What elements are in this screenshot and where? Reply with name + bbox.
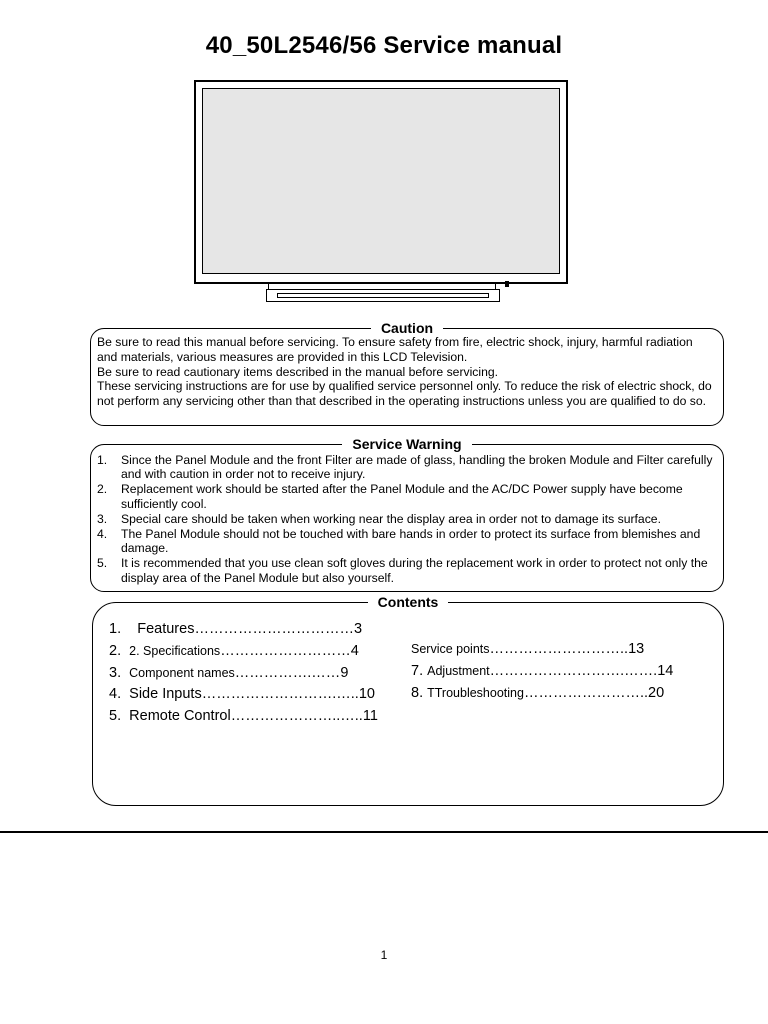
list-item [97, 482, 713, 510]
list-text: Replacement work should be started after the Panel Module and the AC/DC Power supply have become sufficiently cool. [121, 482, 683, 511]
caution-paragraph: Be sure to read this manual before servicing. To ensure safety from fire, electric shock, injury, harmful radiation and materials, various measures are provided in this LCD Television. [97, 335, 693, 364]
page-number: 1 [380, 948, 388, 962]
list-text: The Panel Module should not be touched with bare hands in order to protect its surface from blemishes and damage. [121, 527, 701, 556]
contents-box [92, 594, 724, 806]
tv-screen [202, 88, 560, 274]
toc-entry[interactable]: 2. 2. Specifications………………………4 [109, 643, 359, 659]
list-number: 3. [97, 511, 108, 526]
toc-entry[interactable]: 4. Side Inputs……………………….…..10 [109, 686, 375, 702]
list-text: It is recommended that you use clean soft gloves during the replacement work in order to protect not only the display area of the Panel Module but also yourself. [121, 556, 708, 585]
caution-heading: Caution [371, 320, 443, 336]
list-number: 4. [97, 527, 108, 542]
tv-power-button [505, 281, 509, 287]
list-item [97, 527, 713, 555]
service-warning-box [90, 436, 724, 592]
toc-entry[interactable]: Service points………………………..13 [411, 641, 645, 657]
list-number: 2. [97, 482, 108, 497]
toc-entry[interactable]: 3. Component names…………….……9 [109, 665, 349, 681]
list-number: 5. [97, 556, 108, 571]
toc-entry[interactable]: 1. Features……………………………3 [109, 621, 363, 637]
tv-stand-base [266, 289, 500, 302]
list-text: Since the Panel Module and the front Filter are made of glass, handling the broken Module and Filter carefully and with caution in order not to receive injury. [121, 453, 713, 482]
caution-box [90, 320, 724, 426]
toc-entry[interactable]: 7. Adjustment……………………….…….14 [411, 663, 674, 679]
caution-paragraph: Be sure to read cautionary items described in the manual before servicing. [97, 364, 499, 379]
service-warning-heading: Service Warning [342, 436, 471, 452]
toc-entry[interactable]: 8. TTroubleshooting……………………..20 [411, 685, 665, 701]
list-item [97, 556, 713, 584]
caution-paragraph: These servicing instructions are for use by qualified service personnel only. To reduce the risk of electric shock, do not perform any servicing other than that described in the operating instructions unless you are qualified to do so. [97, 379, 712, 409]
list-text: Special care should be taken when working near the display area in order not to damage its surface. [121, 511, 661, 526]
toc-entry[interactable]: 5. Remote Control…………………..…..11 [109, 708, 378, 724]
contents-heading: Contents [368, 594, 449, 610]
list-number: 1. [97, 453, 108, 467]
tv-frame [194, 80, 568, 284]
list-item [97, 512, 713, 526]
document-title: 40_50L2546/56 Service manual [205, 32, 563, 59]
list-item [97, 453, 713, 481]
caution-text [97, 335, 715, 409]
page-divider [0, 831, 768, 833]
service-warning-list [97, 453, 713, 586]
